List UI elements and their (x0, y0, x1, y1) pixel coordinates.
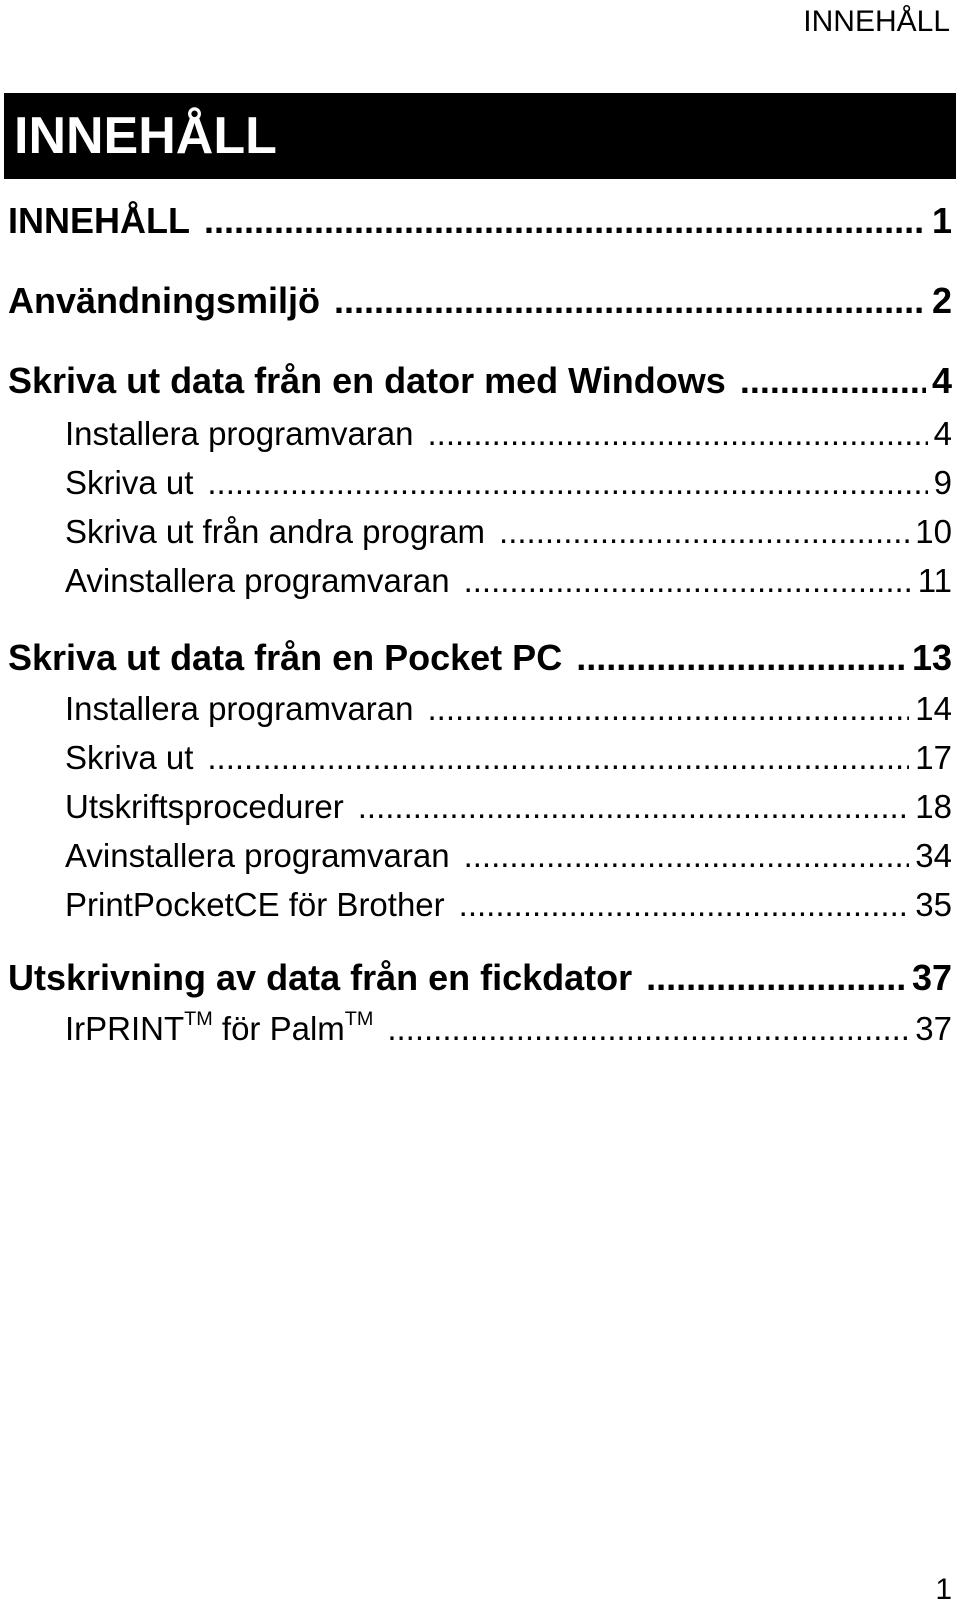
toc-entry-label: Skriva ut från andra program (65, 513, 486, 550)
toc-entry-windows-avinstallera[interactable] (65, 562, 952, 600)
toc-entry-pocket-pc[interactable] (8, 637, 952, 679)
toc-entry-label: Skriva ut data från en Pocket PC (8, 637, 563, 678)
irprint-text: IrPRINT (65, 1010, 185, 1047)
toc-entry-irprint[interactable] (65, 1010, 952, 1048)
trademark-superscript: TM (344, 1010, 374, 1031)
toc-dot-leader (646, 957, 906, 999)
toc-entry-label: Användningsmiljö (8, 280, 321, 321)
running-header: INNEHÅLL (803, 5, 950, 38)
toc-entry-page: 2 (931, 280, 952, 321)
for-palm-text: för Palm (212, 1010, 345, 1047)
toc-entry-label (65, 1010, 387, 1048)
toc-dot-leader (464, 837, 910, 875)
toc-dot-leader (576, 637, 906, 679)
toc-entry-page: 13 (911, 637, 952, 678)
toc-dot-leader (499, 513, 909, 551)
toc-entry-fickdator[interactable] (8, 957, 952, 999)
toc-entry-anvandningsmiljo[interactable] (8, 280, 952, 322)
toc-entry-page: 4 (931, 360, 952, 401)
toc-entry-pocket-skriva-ut[interactable] (65, 739, 952, 777)
toc-entry-page: 35 (915, 886, 952, 923)
toc-entry-label: Skriva ut data från en dator med Windows (8, 360, 726, 401)
title-band (4, 93, 956, 179)
toc-dot-leader (459, 886, 910, 924)
toc-dot-leader (204, 200, 926, 242)
toc-entry-page: 4 (933, 415, 952, 452)
toc-entry-page: 10 (915, 513, 952, 550)
toc-entry-page: 18 (915, 788, 952, 825)
toc-entry-label: Installera programvaran (65, 415, 414, 452)
toc-dot-leader (387, 1010, 909, 1048)
toc-entry-windows-installera[interactable] (65, 415, 952, 453)
toc-entry-page: 37 (911, 957, 952, 998)
toc-entry-label: Utskrivning av data från en fickdator (8, 957, 633, 998)
toc-entry-label: Installera programvaran (65, 690, 414, 727)
page-title: INNEHÅLL (14, 107, 277, 165)
toc-entry-page: 9 (933, 464, 952, 501)
toc-entry-pocket-installera[interactable] (65, 690, 952, 728)
toc-dot-leader (740, 360, 926, 402)
toc-entry-label: PrintPocketCE för Brother (65, 886, 445, 923)
toc-dot-leader (334, 280, 926, 322)
toc-entry-windows-skriva-ut[interactable] (65, 464, 952, 502)
trademark-superscript: TM (184, 1010, 213, 1031)
toc-entry-windows-andra-program[interactable] (65, 513, 952, 551)
toc-entry-page: 34 (915, 837, 952, 874)
toc-entry-page: 14 (915, 690, 952, 727)
toc-entry-windows[interactable] (8, 360, 952, 402)
page-number: 1 (935, 1573, 952, 1606)
toc-entry-page: 11 (917, 562, 952, 599)
toc-entry-label: Utskriftsprocedurer (65, 788, 344, 825)
toc-dot-leader (464, 562, 912, 600)
toc-entry-page: 1 (931, 200, 952, 241)
toc-entry-printpocketce[interactable] (65, 886, 952, 924)
toc-dot-leader (428, 690, 910, 728)
toc-dot-leader (358, 788, 910, 826)
toc-entry-page: 17 (915, 739, 952, 776)
toc-dot-leader (207, 739, 909, 777)
toc-dot-leader (428, 415, 928, 453)
toc-entry-label: INNEHÅLL (8, 200, 190, 241)
toc-entry-label: Skriva ut (65, 739, 194, 776)
toc-dot-leader (207, 464, 927, 502)
toc-entry-pocket-avinstallera[interactable] (65, 837, 952, 875)
toc-entry-innehall[interactable] (8, 200, 952, 242)
toc-entry-page: 37 (915, 1010, 952, 1047)
toc-entry-label: Avinstallera programvaran (65, 562, 450, 599)
toc-entry-label: Skriva ut (65, 464, 194, 501)
toc-entry-pocket-utskriftsprocedurer[interactable] (65, 788, 952, 826)
toc-entry-label: Avinstallera programvaran (65, 837, 450, 874)
